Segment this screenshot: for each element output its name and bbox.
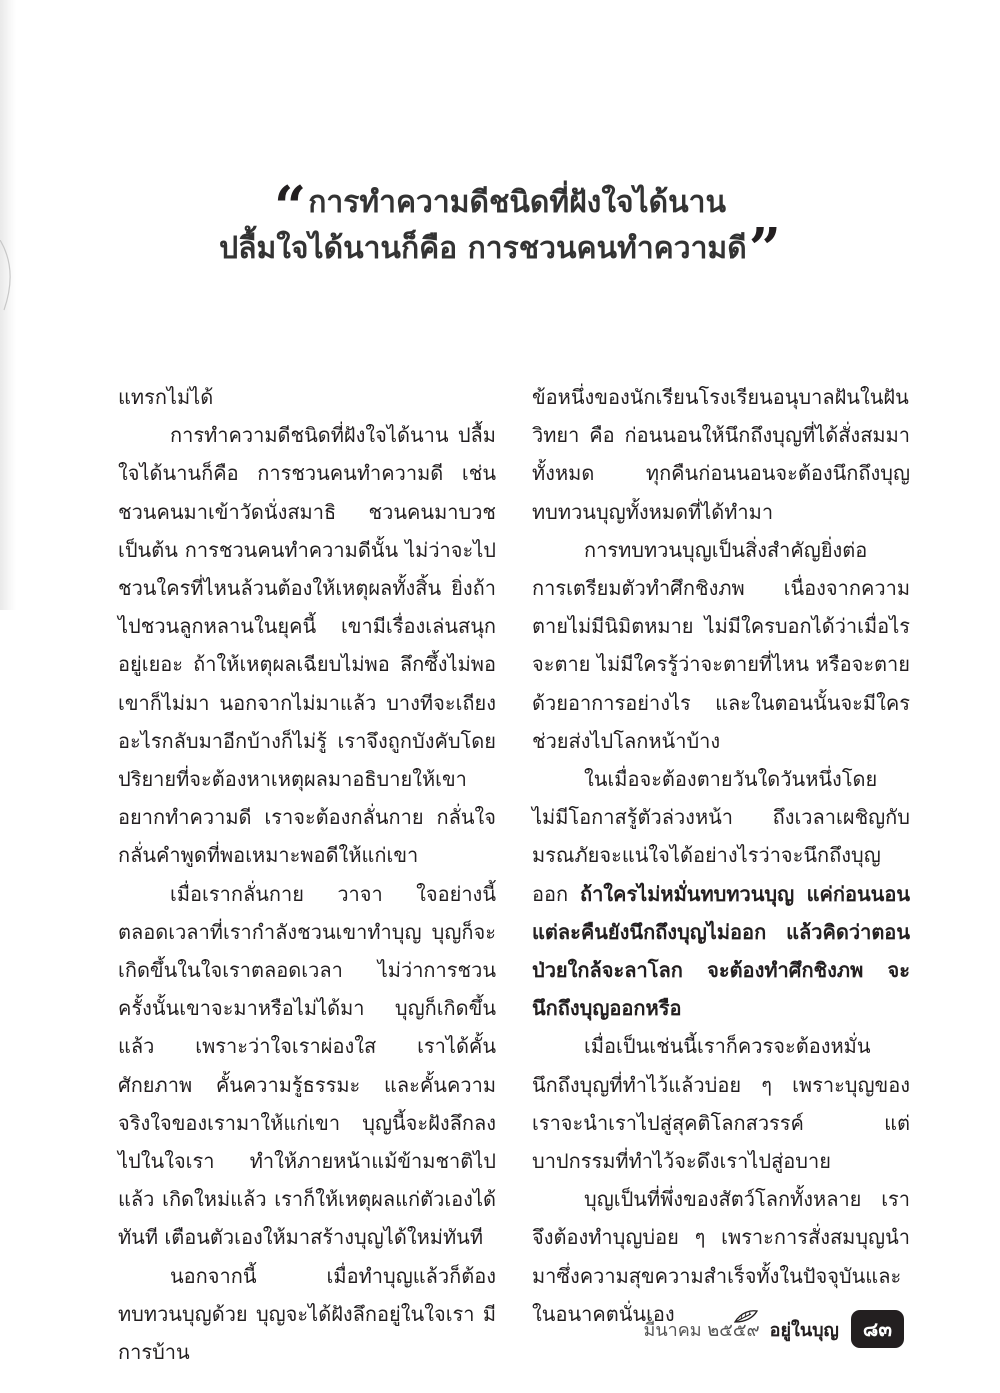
magazine-title: อยู่ในบุญ [769,1319,839,1341]
pull-quote [170,174,830,282]
paragraph [532,760,910,1027]
pull-quote-line-2 [170,216,830,282]
page-footer [643,1312,904,1346]
paragraph: เมื่อเรากลั่นกาย วาจา ใจอย่างนี้ ตลอดเวลาที่เรากำลังชวนเขาทำบุญ บุญก็จะเกิดขึ้นในใจเราตลอดเวลา ไม่ว่าการชวนครั้งนั้นเขาจะมาหรือไม่ได้มา บุญก็เกิดขึ้นแล้ว เพราะว่าใจเราผ่องใส เราได้คั้นศักยภาพ คั้นความรู้ธรรมะ และคั้นความจริงใจของเรามาให้แก่เขา บุญนี้จะฝังลึกลงไปในใจเรา ทำให้ภายหน้าแม้ข้ามชาติไปแล้ว เกิดใหม่แล้ว เราก็ให้เหตุผลแก่ตัวเองได้ทันที เตือนตัวเองให้มาสร้างบุญได้ใหม่ทันที [118,881,496,1250]
page-number: ๘๓ [851,1310,904,1348]
right-column [532,378,910,1336]
pull-quote-line-1-text: การทำความดีชนิดที่ฝังใจได้นาน [308,185,726,220]
paragraph: การทำความดีชนิดที่ฝังใจได้นาน ปลื้มใจได้นานก็คือ การชวนคนทำความดี เช่น ชวนคนมาเข้าวัดนั่งสมาธิ ชวนคนมาบวช เป็นต้น การชวนคนทำความดีนั้น ไม่ว่าจะไปชวนใครที่ไหนล้วนต้องให้เหตุผลทั้งสิ้น ยิ่งถ้าไปชวนลูกหลานในยุคนี้ เขามีเรื่องเล่นสนุกอยู่เยอะ ถ้าให้เหตุผลเฉียบไม่พอ ลึกซึ้งไม่พอ เขาก็ไม่มา นอกจากไม่มาแล้ว บางทีจะเถียงอะไรกลับมาอีกบ้างก็ไม่รู้ เราจึงถูกบังคับโดยปริยายที่จะต้องหาเหตุผลมาอธิบายให้เขาอยากทำความดี เราจะต้องกลั่นกาย กลั่นใจ กลั่นคำพูดที่พอเหมาะพอดีให้แก่เขา [118,423,496,868]
paragraph: แทรกไม่ได้ [118,385,214,409]
paragraph: นอกจากนี้ เมื่อทำบุญแล้วก็ต้องทบทวนบุญด้วย บุญจะได้ฝังลึกอยู่ในใจเรา มีการบ้าน [118,1263,496,1365]
pull-quote-line-2-text: ปลื้มใจได้นานก็คือ การชวนคนทำความดี [219,231,747,266]
left-column [118,378,496,1371]
open-quote-mark: “ [274,174,307,240]
paragraph: เมื่อเป็นเช่นนี้เราก็ควรจะต้องหมั่นนึกถึงบุญที่ทำไว้แล้วบ่อย ๆ เพราะบุญของเราจะนำเราไปสู่สุคติโลกสวรรค์ แต่บาปกรรมที่ทำไว้จะดึงเราไปสู่อบาย [532,1034,910,1174]
close-quote-mark: ” [748,216,781,282]
emphasized-text: ถ้าใครไม่หมั่นทบทวนบุญ แค่ก่อนนอนแต่ละคืนยังนึกถึงบุญไม่ออก แล้วคิดว่าตอนป่วยใกล้จะลาโลก จะต้องทำศึกชิงภพ จะนึกถึงบุญออกหรือ [532,881,910,1021]
paragraph: การทบทวนบุญเป็นสิ่งสำคัญยิ่งต่อการเตรียมตัวทำศึกชิงภพ เนื่องจากความตายไม่มีนิมิตหมาย ไม่มีใครบอกได้ว่าเมื่อไรจะตาย ไม่มีใครรู้ว่าจะตายที่ไหน หรือจะตายด้วยอาการอย่างไร และในตอนนั้นจะมีใครช่วยส่งไปโลกหน้าบ้าง [532,537,910,753]
page-curl-decoration [0,240,20,320]
paragraph: ข้อหนึ่งของนักเรียนโรงเรียนอนุบาลฝันในฝันวิทยา คือ ก่อนนอนให้นึกถึงบุญที่ได้สั่งสมมาทั้งหมด ทุกคืนก่อนนอนจะต้องนึกถึงบุญ ทบทวนบุญทั้งหมดที่ได้ทำมา [532,385,910,524]
paragraph-text: บุญเป็นที่พึ่งของสัตว์โลกทั้งหลาย เราจึงต้องทำบุญบ่อย ๆ เพราะการสั่งสมบุญนำมาซึ่งความสุขความสำเร็จทั้งในปัจจุบันและในอนาคตนั่นเอง [532,1187,910,1326]
pull-quote-line-1 [170,174,830,240]
issue-date: มีนาคม ๒๕๕๙ [643,1319,760,1341]
paragraph-text: ในเมื่อจะต้องตายวันใดวันหนึ่งโดยไม่มีโอกาสรู้ตัวล่วงหน้า ถึงเวลาเผชิญกับมรณภัยจะแน่ใจได้อย่างไรว่าจะนึกถึงบุญออก [532,767,910,906]
